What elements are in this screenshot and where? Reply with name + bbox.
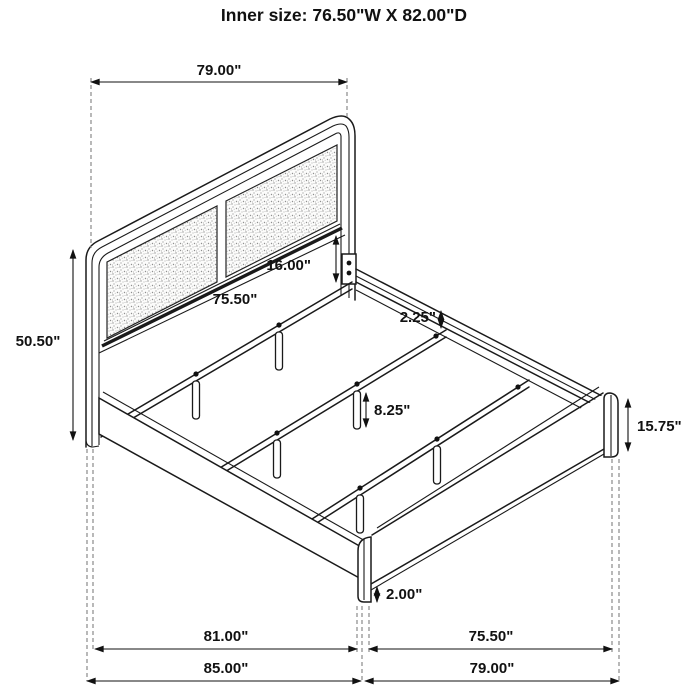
dim-label-side-rail-thickness: 2.25": [399, 309, 436, 326]
bracket-bolt: [347, 271, 352, 276]
slat-leg: [434, 446, 441, 484]
page-title: Inner size: 76.50"W X 82.00"D: [220, 5, 468, 25]
slat-screw: [274, 430, 279, 435]
slat-screw: [354, 381, 359, 386]
right-rail-mid: [356, 276, 604, 404]
side-rail-left: [99, 392, 367, 580]
dim-label-footboard-inner-width: 75.50": [468, 628, 514, 645]
left-rail-face: [99, 398, 363, 580]
right-rail-top: [356, 269, 604, 397]
dim-label-slat-leg-height: 8.25": [374, 402, 411, 419]
dim-label-headboard-height: 50.50": [15, 333, 61, 350]
right-rail-bottom: [356, 282, 604, 410]
slat-screw: [433, 333, 438, 338]
dim-label-headboard-panel-width: 75.50": [212, 291, 258, 308]
slat-leg: [274, 440, 281, 478]
dim-label-overall-depth: 85.00": [203, 660, 249, 677]
slat-leg: [193, 381, 200, 419]
dim-label-headboard-width: 79.00": [196, 62, 242, 79]
projection-lines: [87, 78, 619, 681]
slat-screw: [357, 485, 362, 490]
slat-screw: [276, 322, 281, 327]
side-rail-right: [356, 269, 604, 418]
dim-label-overall-width: 79.00": [469, 660, 515, 677]
headboard: [86, 116, 356, 447]
rail-bracket: [342, 254, 356, 284]
slat-leg: [276, 332, 283, 370]
bracket-bolt: [347, 261, 352, 266]
right-rail-ledge: [356, 290, 600, 418]
slat-screw: [515, 384, 520, 389]
left-rail-top-face: [103, 392, 367, 542]
slat-screw: [434, 436, 439, 441]
slat-leg: [357, 495, 364, 533]
dim-label-inner-depth: 81.00": [203, 628, 249, 645]
slat-leg: [354, 391, 361, 429]
dim-label-footboard-ground-gap: 2.00": [386, 586, 423, 603]
dim-label-headboard-clearance: 16.00": [266, 257, 311, 274]
footboard: [358, 387, 618, 602]
slat-screw: [193, 371, 198, 376]
dim-label-footboard-height: 15.75": [637, 418, 682, 435]
